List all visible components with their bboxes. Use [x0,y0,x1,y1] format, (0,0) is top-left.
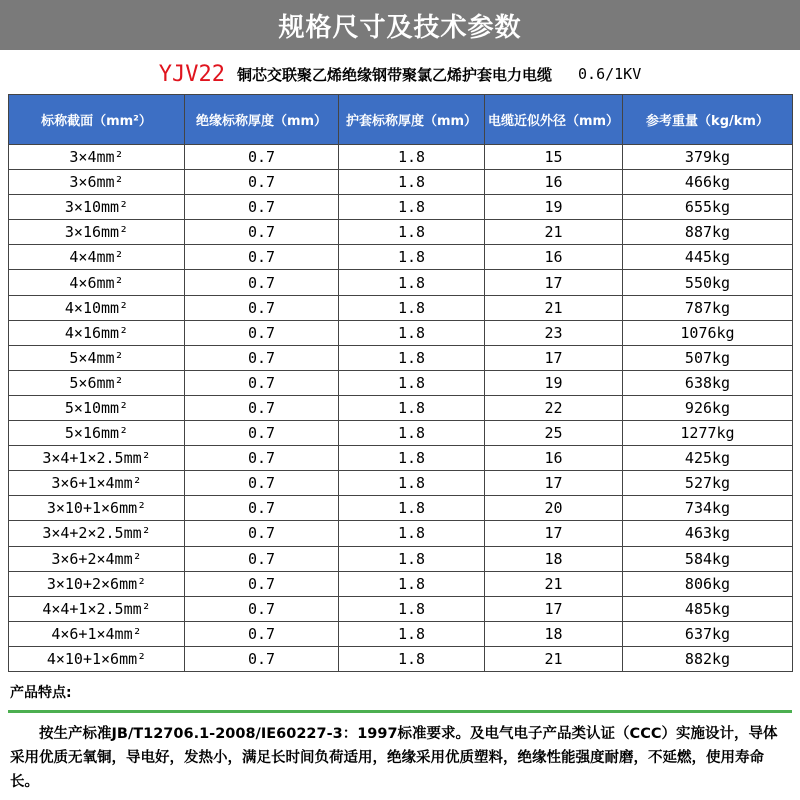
cell-insulation-thickness: 0.7 [185,546,339,571]
table-row [9,446,793,471]
cell-cross-section: 3×4+2×2.5mm² [9,521,185,546]
cell-insulation-thickness: 0.7 [185,521,339,546]
cell-outer-diameter: 25 [485,421,623,446]
cell-outer-diameter: 21 [485,295,623,320]
table-row [9,621,793,646]
cell-cross-section: 5×16mm² [9,421,185,446]
cell-outer-diameter: 21 [485,220,623,245]
voltage-rating: 0.6/1KV [578,65,642,83]
cell-reference-weight: 638kg [623,370,793,395]
cell-outer-diameter: 21 [485,571,623,596]
table-row [9,220,793,245]
cell-outer-diameter: 18 [485,621,623,646]
cell-insulation-thickness: 0.7 [185,295,339,320]
cell-insulation-thickness: 0.7 [185,145,339,170]
cell-outer-diameter: 16 [485,170,623,195]
cell-reference-weight: 425kg [623,446,793,471]
cell-reference-weight: 887kg [623,220,793,245]
cell-reference-weight: 882kg [623,646,793,671]
features-label: 产品特点: [10,685,72,701]
cell-insulation-thickness: 0.7 [185,370,339,395]
table-row [9,395,793,420]
cell-cross-section: 3×6mm² [9,170,185,195]
cell-insulation-thickness: 0.7 [185,345,339,370]
cell-cross-section: 4×6+1×4mm² [9,621,185,646]
cell-sheath-thickness: 1.8 [339,170,485,195]
table-row [9,471,793,496]
cell-sheath-thickness: 1.8 [339,421,485,446]
cell-outer-diameter: 20 [485,496,623,521]
cell-outer-diameter: 19 [485,370,623,395]
cell-sheath-thickness: 1.8 [339,370,485,395]
cell-sheath-thickness: 1.8 [339,546,485,571]
cell-sheath-thickness: 1.8 [339,446,485,471]
cell-cross-section: 3×10+2×6mm² [9,571,185,596]
cell-cross-section: 4×10mm² [9,295,185,320]
cell-outer-diameter: 19 [485,195,623,220]
cell-reference-weight: 637kg [623,621,793,646]
cell-reference-weight: 463kg [623,521,793,546]
cell-insulation-thickness: 0.7 [185,270,339,295]
cell-outer-diameter: 17 [485,345,623,370]
cell-reference-weight: 379kg [623,145,793,170]
model-code: YJV22 [158,61,225,87]
cell-sheath-thickness: 1.8 [339,395,485,420]
table-row [9,496,793,521]
header-reference-weight: 参考重量（kg/km） [623,95,793,145]
cell-sheath-thickness: 1.8 [339,220,485,245]
cell-outer-diameter: 15 [485,145,623,170]
cell-sheath-thickness: 1.8 [339,571,485,596]
cell-outer-diameter: 17 [485,270,623,295]
header-sheath-thickness: 护套标称厚度（mm） [339,95,485,145]
cell-reference-weight: 655kg [623,195,793,220]
cell-insulation-thickness: 0.7 [185,421,339,446]
cell-insulation-thickness: 0.7 [185,320,339,345]
cell-cross-section: 5×10mm² [9,395,185,420]
cell-reference-weight: 485kg [623,596,793,621]
header-cross-section: 标称截面（mm²） [9,95,185,145]
cell-outer-diameter: 16 [485,245,623,270]
product-subtitle [8,56,792,92]
table-row [9,295,793,320]
table-header-row [9,95,793,145]
cell-cross-section: 4×4+1×2.5mm² [9,596,185,621]
table-body [9,145,793,672]
cell-insulation-thickness: 0.7 [185,170,339,195]
cell-sheath-thickness: 1.8 [339,621,485,646]
cell-sheath-thickness: 1.8 [339,245,485,270]
cell-cross-section: 3×6+2×4mm² [9,546,185,571]
cell-reference-weight: 466kg [623,170,793,195]
cell-reference-weight: 550kg [623,270,793,295]
spec-table [8,94,793,672]
cell-insulation-thickness: 0.7 [185,471,339,496]
cell-reference-weight: 507kg [623,345,793,370]
cell-outer-diameter: 21 [485,646,623,671]
cell-insulation-thickness: 0.7 [185,596,339,621]
cell-insulation-thickness: 0.7 [185,395,339,420]
product-description: 铜芯交联聚乙烯绝缘钢带聚氯乙烯护套电力电缆 [237,65,553,84]
cell-sheath-thickness: 1.8 [339,145,485,170]
cell-outer-diameter: 22 [485,395,623,420]
cell-cross-section: 5×4mm² [9,345,185,370]
cell-reference-weight: 527kg [623,471,793,496]
table-row [9,245,793,270]
cell-cross-section: 3×10+1×6mm² [9,496,185,521]
cell-cross-section: 3×16mm² [9,220,185,245]
table-row [9,270,793,295]
cell-sheath-thickness: 1.8 [339,320,485,345]
features-text: 按生产标准JB/T12706.1-2008/IE60227-3：1997标准要求。及电气电子产品类认证（CCC）实施设计，导体采用优质无氧铜，导电好，发热小，满足长时间负荷适用，绝缘采用优质塑料，绝缘性能强度耐磨，不延燃，使用寿命长。 [10,726,778,790]
cell-cross-section: 3×6+1×4mm² [9,471,185,496]
cell-reference-weight: 1076kg [623,320,793,345]
cell-sheath-thickness: 1.8 [339,345,485,370]
table-row [9,571,793,596]
cell-sheath-thickness: 1.8 [339,195,485,220]
cell-cross-section: 4×4mm² [9,245,185,270]
cell-sheath-thickness: 1.8 [339,646,485,671]
cell-outer-diameter: 17 [485,471,623,496]
cell-sheath-thickness: 1.8 [339,471,485,496]
cell-reference-weight: 926kg [623,395,793,420]
table-row [9,320,793,345]
table-row [9,195,793,220]
cell-reference-weight: 787kg [623,295,793,320]
cell-cross-section: 3×4+1×2.5mm² [9,446,185,471]
header-insulation-thickness: 绝缘标称厚度（mm） [185,95,339,145]
cell-sheath-thickness: 1.8 [339,521,485,546]
table-row [9,546,793,571]
cell-cross-section: 3×4mm² [9,145,185,170]
cell-cross-section: 5×6mm² [9,370,185,395]
table-row [9,421,793,446]
cell-cross-section: 4×16mm² [9,320,185,345]
table-row [9,370,793,395]
cell-outer-diameter: 17 [485,521,623,546]
table-row [9,345,793,370]
cell-insulation-thickness: 0.7 [185,571,339,596]
table-row [9,521,793,546]
cell-reference-weight: 734kg [623,496,793,521]
table-row [9,145,793,170]
cell-reference-weight: 1277kg [623,421,793,446]
cell-reference-weight: 584kg [623,546,793,571]
section-divider [8,710,792,713]
header-outer-diameter: 电缆近似外径（mm） [485,95,623,145]
cell-insulation-thickness: 0.7 [185,245,339,270]
cell-reference-weight: 806kg [623,571,793,596]
cell-sheath-thickness: 1.8 [339,596,485,621]
cell-outer-diameter: 16 [485,446,623,471]
cell-insulation-thickness: 0.7 [185,621,339,646]
cell-insulation-thickness: 0.7 [185,195,339,220]
table-row [9,596,793,621]
cell-insulation-thickness: 0.7 [185,646,339,671]
cell-cross-section: 3×10mm² [9,195,185,220]
banner-title: 规格尺寸及技术参数 [278,12,522,43]
cell-cross-section: 4×6mm² [9,270,185,295]
table-row [9,646,793,671]
cell-cross-section: 4×10+1×6mm² [9,646,185,671]
table-row [9,170,793,195]
cell-sheath-thickness: 1.8 [339,295,485,320]
cell-reference-weight: 445kg [623,245,793,270]
cell-outer-diameter: 18 [485,546,623,571]
page-banner [0,0,800,50]
cell-outer-diameter: 17 [485,596,623,621]
cell-sheath-thickness: 1.8 [339,496,485,521]
cell-outer-diameter: 23 [485,320,623,345]
cell-insulation-thickness: 0.7 [185,446,339,471]
cell-sheath-thickness: 1.8 [339,270,485,295]
spec-table-wrapper [8,94,792,672]
cell-insulation-thickness: 0.7 [185,220,339,245]
cell-insulation-thickness: 0.7 [185,496,339,521]
